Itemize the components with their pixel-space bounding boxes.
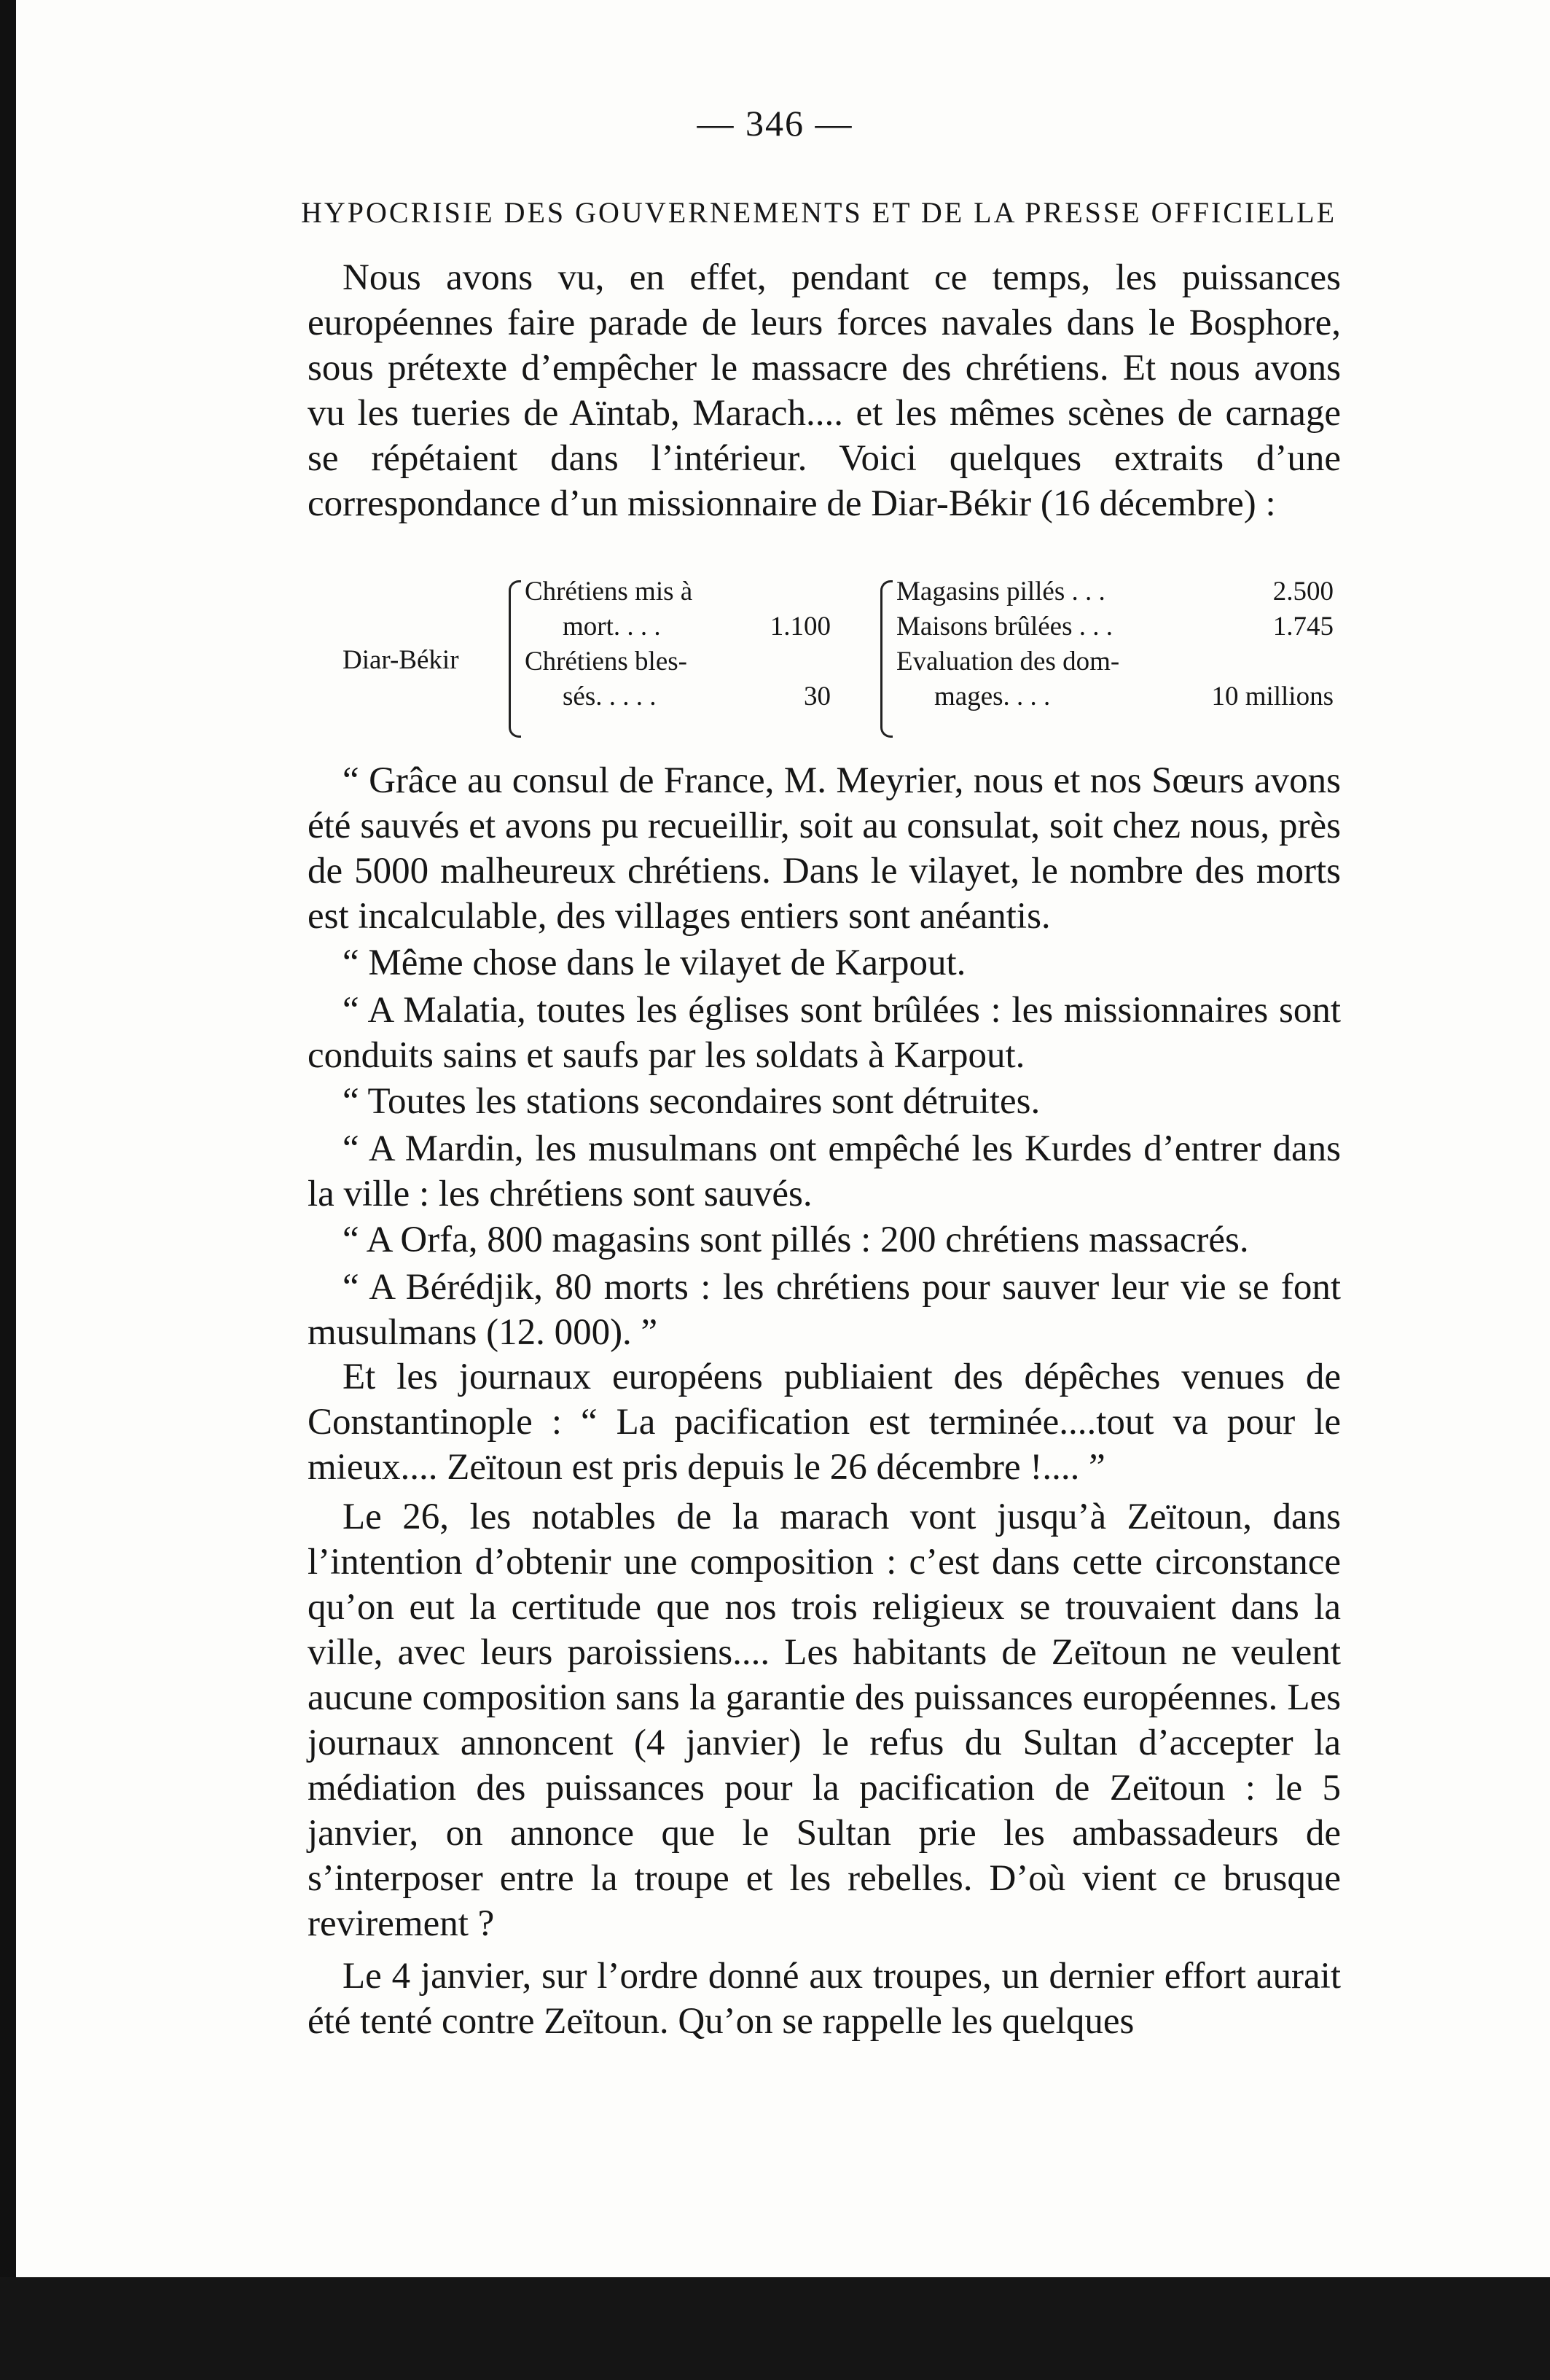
paragraph-zeitoun: Le 26, les notables de la marach vont jusqu’à Zeïtoun, dans l’intention d’obtenir une composition : c’est dans cette circonstance qu’on eut la certitude que nos trois religieux se trouvaient dans la ville, avec leurs paroissiens.... Les habitants de Zeïtoun ne veulent aucune composition sans la garantie des puissances européennes. Les journaux annoncent (4 janvier) le refus du Sultan d’accepter la médiation des puissances pour la pacification de Zeïtoun : le 5 janvier, on annonce que le Sultan prie les ambassadeurs de s’interposer entre la troupe et les rebelles. D’où vient ce brusque revirement ? (308, 1497, 1341, 1944)
right-line-3: Evaluation des dom- (896, 647, 1120, 676)
scan-border-bottom (0, 2277, 1550, 2380)
scan-border-left (0, 0, 16, 2380)
right-brace (880, 580, 893, 738)
left-line-2: mort. . . . (563, 612, 661, 641)
casualty-table (343, 574, 1334, 749)
paragraph-journaux: Et les journaux européens publiaient des dépêches venues de Constantinople : “ La pacification est terminée....tout va pour le mieux.... Zeïtoun est pris depuis le 26 décembre !.... ” (308, 1357, 1341, 1488)
paragraph-consul: “ Grâce au consul de France, M. Meyrier, nous et nos Sœurs avons été sauvés et avons pu recueillir, soit au consulat, soit chez nous, près de 5000 malheureux chrétiens. Dans le vilayet, le nombre des morts est incalculable, des villages entiers sont anéantis. (308, 760, 1341, 937)
paragraph-karpout: “ Même chose dans le vilayet de Karpout. (343, 943, 966, 983)
left-value-2: 30 (804, 682, 831, 711)
right-line-1: Magasins pillés . . . (896, 577, 1105, 606)
left-value-1: 1.100 (770, 612, 831, 641)
paragraph-beredjik: “ A Bérédjik, 80 morts : les chrétiens pour sauver leur vie se font musulmans (12. 000). ” (308, 1267, 1341, 1353)
paragraph-orfa: “ A Orfa, 800 magasins sont pillés : 200 chrétiens massacrés. (343, 1220, 1249, 1260)
right-line-2: Maisons brûlées . . . (896, 612, 1113, 641)
section-heading: HYPOCRISIE DES GOUVERNEMENTS ET DE LA PRESSE OFFICIELLE (301, 196, 1336, 229)
left-line-1: Chrétiens mis à (525, 577, 693, 606)
right-line-4: mages. . . . (934, 682, 1051, 711)
paragraph-malatia: “ A Malatia, toutes les églises sont brûlées : les missionnaires sont conduits sains et saufs par les soldats à Karpout. (308, 990, 1341, 1076)
left-line-3: Chrétiens bles- (525, 647, 687, 676)
paragraph-mardin: “ A Mardin, les musulmans ont empêché les Kurdes d’entrer dans la ville : les chrétiens sont sauvés. (308, 1128, 1341, 1214)
table-place-label: Diar-Békir (343, 645, 459, 675)
paragraph-janvier: Le 4 janvier, sur l’ordre donné aux troupes, un dernier effort aurait été tenté contre Zeïtoun. Qu’on se rappelle les quelques (308, 1956, 1341, 2042)
paragraph-stations: “ Toutes les stations secondaires sont détruites. (343, 1081, 1041, 1122)
left-brace (509, 580, 521, 738)
right-value-3: 10 millions (1211, 682, 1334, 711)
intro-paragraph: Nous avons vu, en effet, pendant ce temps, les puissances européennes faire parade de leurs forces navales dans le Bosphore, sous prétexte d’empêcher le massacre des chrétiens. Et nous avons vu les tueries de Aïntab, Marach.... et les mêmes scènes de carnage se répétaient dans l’intérieur. Voici quelques extraits d’une correspondance d’un missionnaire de Diar-Békir (16 décembre) : (308, 257, 1341, 524)
page-number: — 346 — (697, 103, 853, 144)
right-value-1: 2.500 (1272, 577, 1334, 606)
right-value-2: 1.745 (1272, 612, 1334, 641)
left-line-4: sés. . . . . (563, 682, 657, 711)
